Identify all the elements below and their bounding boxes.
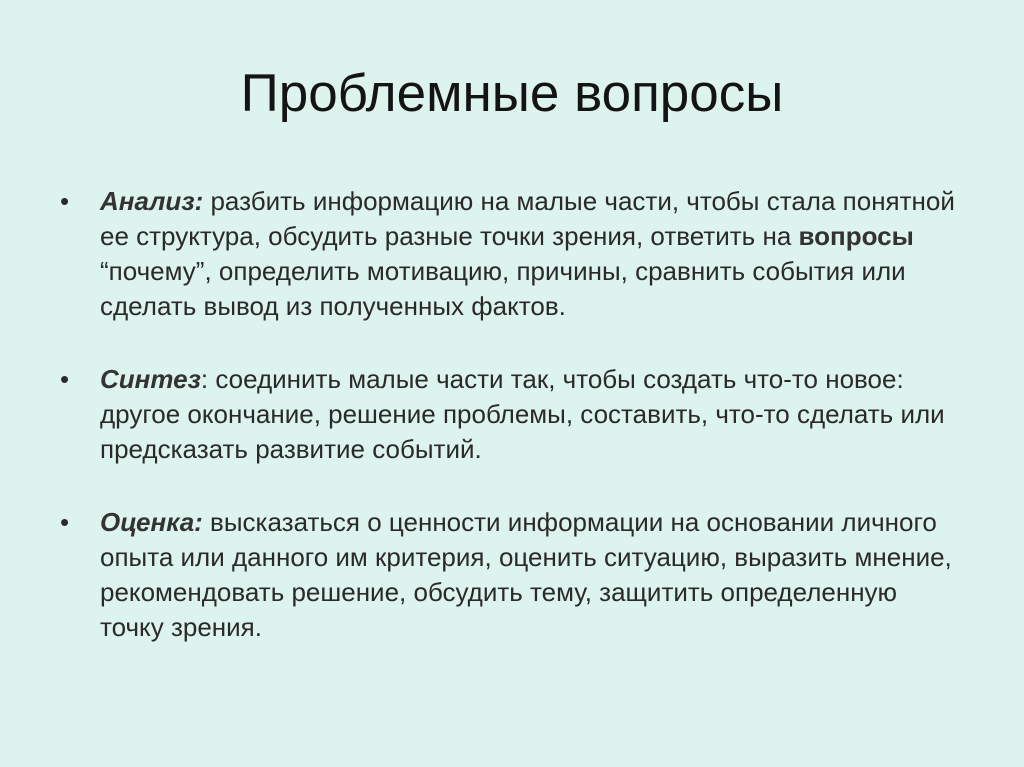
slide-title: Проблемные вопросы [240,64,784,123]
bullet-dot-icon: • [60,186,70,216]
bullet-list [60,184,960,645]
bullet-dot-icon: • [60,507,70,537]
evaluation-text: высказаться о ценности информации на основании личного опыта или данного им критерия, оценить ситуацию, выразить мнение, рекомендовать решение, обсудить тему, защитить определенную точку зрения. [100,507,952,642]
analysis-emphasis: вопросы [798,221,914,251]
bullet-synthesis [60,362,960,467]
analysis-text-after: “почему”, определить мотивацию, причины, сравнить события или сделать вывод из полученных фактов. [100,256,906,321]
term-synthesis: Синтез [100,364,201,394]
term-evaluation: Оценка: [100,507,203,537]
bullet-dot-icon: • [60,364,70,394]
analysis-text-before: разбить информацию на малые части, чтобы стала понятной ее структура, обсудить разные точки зрения, ответить на [100,186,955,251]
term-analysis: Анализ: [100,186,204,216]
bullet-analysis [60,184,960,324]
bullet-evaluation [60,505,960,645]
synthesis-text: : соединить малые части так, чтобы создать что-то новое: другое окончание, решение проблемы, составить, что-то сделать или предсказать развитие событий. [100,364,945,464]
